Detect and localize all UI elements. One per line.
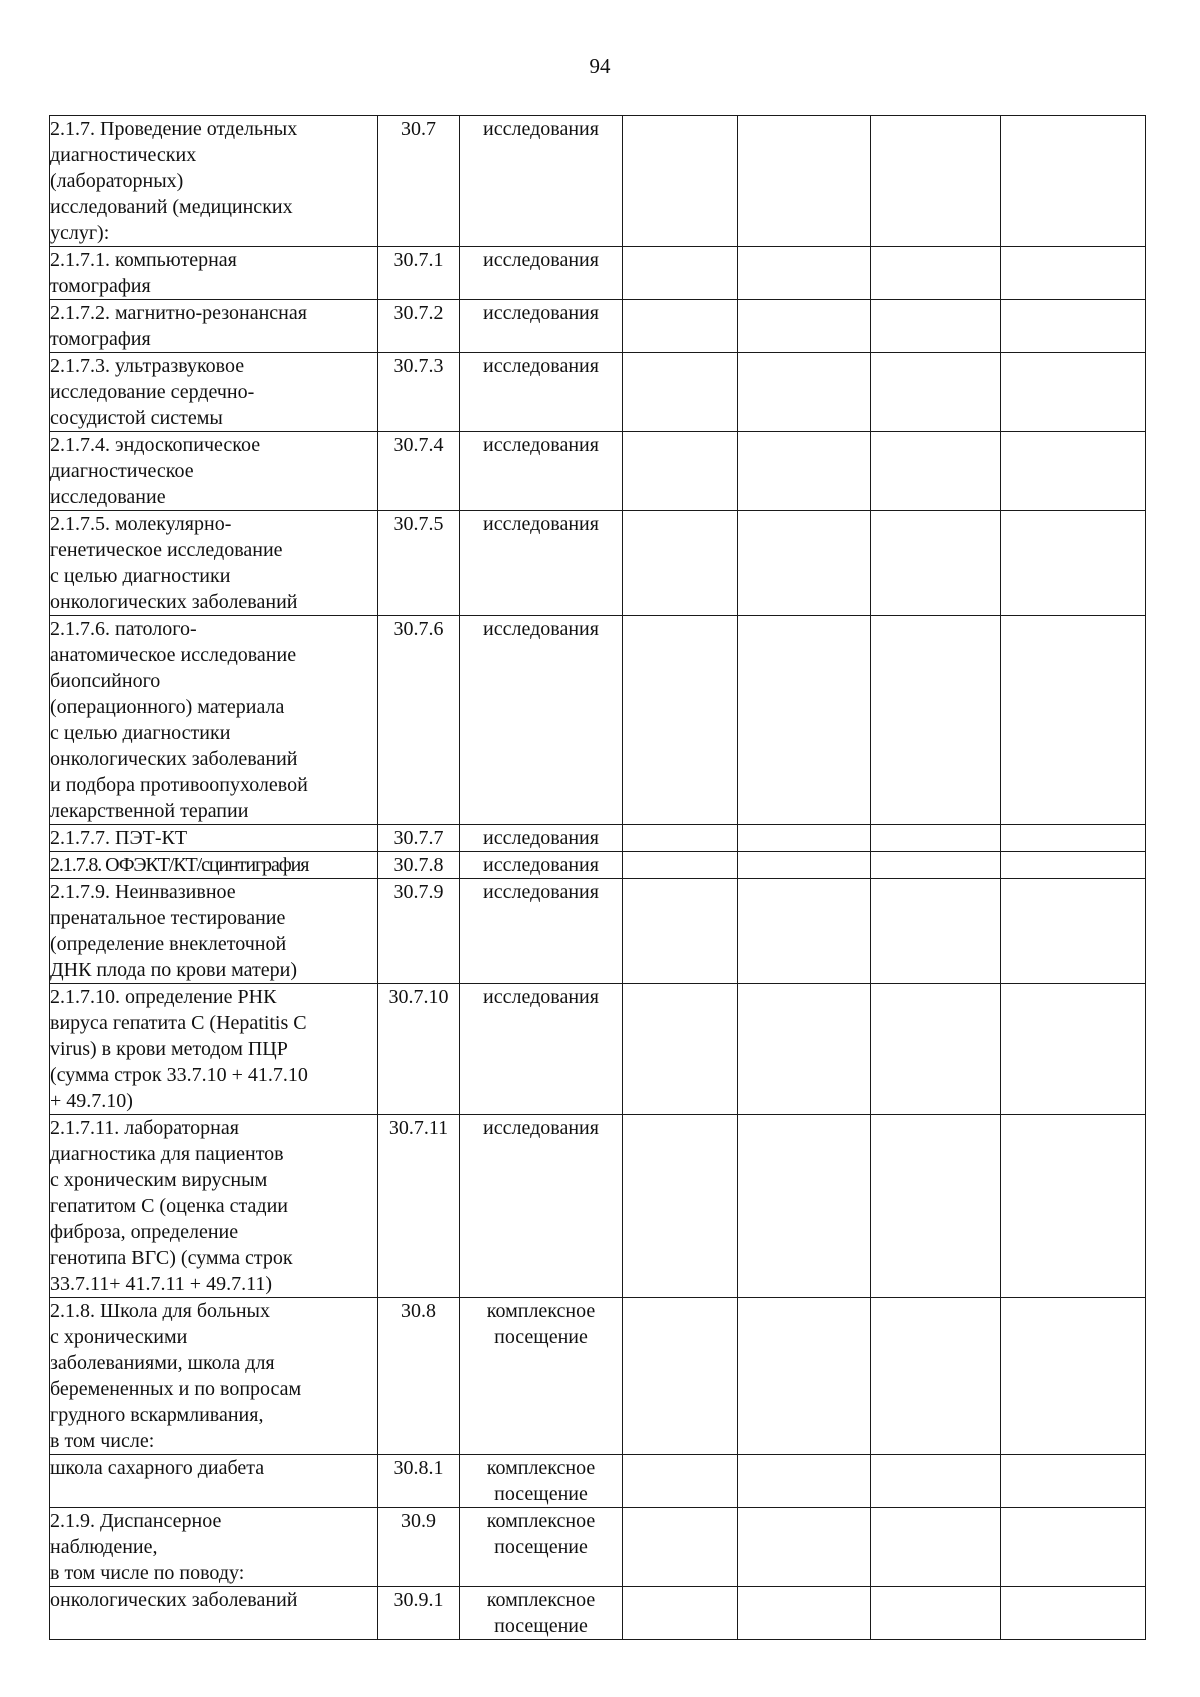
row-name: 2.1.7.4. эндоскопическое диагностическое исследование: [50, 432, 378, 511]
row-code: 30.7.1: [378, 247, 460, 300]
row-code: 30.8: [378, 1298, 460, 1455]
row-unit: исследования: [460, 432, 623, 511]
empty-cell: [738, 1587, 871, 1640]
empty-cell: [738, 1115, 871, 1298]
empty-cell: [738, 511, 871, 616]
table-row: [50, 1298, 1146, 1455]
empty-cell: [1001, 432, 1146, 511]
empty-cell: [738, 116, 871, 247]
row-code: 30.7.3: [378, 353, 460, 432]
empty-cell: [623, 511, 738, 616]
row-unit: исследования: [460, 616, 623, 825]
table-row: [50, 984, 1146, 1115]
table-row: [50, 1115, 1146, 1298]
empty-cell: [623, 247, 738, 300]
row-unit: комплексное посещение: [460, 1455, 623, 1508]
empty-cell: [1001, 1508, 1146, 1587]
empty-cell: [623, 353, 738, 432]
empty-cell: [1001, 1298, 1146, 1455]
empty-cell: [1001, 984, 1146, 1115]
row-unit: исследования: [460, 879, 623, 984]
row-code: 30.9.1: [378, 1587, 460, 1640]
empty-cell: [623, 1115, 738, 1298]
empty-cell: [738, 616, 871, 825]
row-name: 2.1.8. Школа для больных с хроническими заболеваниями, школа для беремененных и по вопросам грудного вскармливания, в том числе:: [50, 1298, 378, 1455]
row-name: 2.1.7.11. лабораторная диагностика для пациентов с хроническим вирусным гепатитом С (оценка стадии фиброза, определение генотипа ВГС) (сумма строк 33.7.11+ 41.7.11 + 49.7.11): [50, 1115, 378, 1298]
empty-cell: [738, 984, 871, 1115]
row-code: 30.7.2: [378, 300, 460, 353]
empty-cell: [738, 1455, 871, 1508]
empty-cell: [738, 300, 871, 353]
empty-cell: [738, 879, 871, 984]
row-unit: исследования: [460, 825, 623, 852]
empty-cell: [738, 353, 871, 432]
empty-cell: [623, 852, 738, 879]
empty-cell: [871, 1115, 1001, 1298]
empty-cell: [1001, 616, 1146, 825]
row-name: 2.1.7.7. ПЭТ-КТ: [50, 825, 378, 852]
empty-cell: [623, 1455, 738, 1508]
row-name: школа сахарного диабета: [50, 1455, 378, 1508]
table-row: [50, 616, 1146, 825]
row-name: 2.1.7.2. магнитно-резонансная томография: [50, 300, 378, 353]
empty-cell: [738, 825, 871, 852]
empty-cell: [738, 247, 871, 300]
row-unit: комплексное посещение: [460, 1298, 623, 1455]
row-code: 30.7.8: [378, 852, 460, 879]
table-row: [50, 1587, 1146, 1640]
empty-cell: [871, 1455, 1001, 1508]
empty-cell: [871, 984, 1001, 1115]
row-name: 2.1.7.10. определение РНК вируса гепатита С (Hepatitis C virus) в крови методом ПЦР (сумма строк 33.7.10 + 41.7.10 + 49.7.10): [50, 984, 378, 1115]
row-unit: комплексное посещение: [460, 1508, 623, 1587]
empty-cell: [1001, 852, 1146, 879]
empty-cell: [1001, 353, 1146, 432]
empty-cell: [623, 116, 738, 247]
empty-cell: [871, 616, 1001, 825]
empty-cell: [1001, 300, 1146, 353]
empty-cell: [871, 1508, 1001, 1587]
row-code: 30.7.5: [378, 511, 460, 616]
table-row: [50, 511, 1146, 616]
empty-cell: [623, 879, 738, 984]
table-row: [50, 825, 1146, 852]
row-code: 30.9: [378, 1508, 460, 1587]
row-name: онкологических заболеваний: [50, 1587, 378, 1640]
row-unit: исследования: [460, 300, 623, 353]
empty-cell: [623, 825, 738, 852]
empty-cell: [871, 879, 1001, 984]
empty-cell: [871, 432, 1001, 511]
table-row: [50, 300, 1146, 353]
row-name: 2.1.7.6. патолого- анатомическое исследование биопсийного (операционного) материала с целью диагностики онкологических заболеваний и подбора противоопухолевой лекарственной терапии: [50, 616, 378, 825]
row-name: 2.1.7.3. ультразвуковое исследование сердечно- сосудистой системы: [50, 353, 378, 432]
row-unit: исследования: [460, 116, 623, 247]
empty-cell: [1001, 116, 1146, 247]
empty-cell: [871, 1298, 1001, 1455]
row-code: 30.7.4: [378, 432, 460, 511]
empty-cell: [1001, 511, 1146, 616]
table-row: [50, 247, 1146, 300]
table-row: [50, 116, 1146, 247]
empty-cell: [871, 1587, 1001, 1640]
empty-cell: [738, 1298, 871, 1455]
row-code: 30.7.9: [378, 879, 460, 984]
empty-cell: [1001, 879, 1146, 984]
empty-cell: [871, 852, 1001, 879]
row-unit: исследования: [460, 852, 623, 879]
row-unit: исследования: [460, 247, 623, 300]
empty-cell: [871, 511, 1001, 616]
row-unit: исследования: [460, 1115, 623, 1298]
empty-cell: [871, 300, 1001, 353]
empty-cell: [871, 825, 1001, 852]
row-code: 30.7.7: [378, 825, 460, 852]
table-row: [50, 852, 1146, 879]
row-name: 2.1.7.1. компьютерная томография: [50, 247, 378, 300]
table-row: [50, 1455, 1146, 1508]
empty-cell: [738, 432, 871, 511]
table-row: [50, 879, 1146, 984]
empty-cell: [623, 1587, 738, 1640]
empty-cell: [1001, 1115, 1146, 1298]
empty-cell: [871, 247, 1001, 300]
table-row: [50, 353, 1146, 432]
empty-cell: [623, 432, 738, 511]
empty-cell: [1001, 1455, 1146, 1508]
table-row: [50, 432, 1146, 511]
row-code: 30.7.6: [378, 616, 460, 825]
empty-cell: [623, 1508, 738, 1587]
empty-cell: [738, 852, 871, 879]
page-number: 94: [589, 54, 611, 78]
empty-cell: [1001, 247, 1146, 300]
row-name: 2.1.7.8. ОФЭКТ/КТ/сцинтиграфия: [50, 852, 378, 879]
data-table: [49, 115, 1146, 1640]
empty-cell: [623, 1298, 738, 1455]
empty-cell: [623, 616, 738, 825]
empty-cell: [738, 1508, 871, 1587]
row-unit: исследования: [460, 511, 623, 616]
row-unit: комплексное посещение: [460, 1587, 623, 1640]
row-code: 30.7.10: [378, 984, 460, 1115]
empty-cell: [871, 353, 1001, 432]
empty-cell: [623, 984, 738, 1115]
row-code: 30.8.1: [378, 1455, 460, 1508]
row-name: 2.1.7.9. Неинвазивное пренатальное тестирование (определение внеклеточной ДНК плода по крови матери): [50, 879, 378, 984]
empty-cell: [1001, 825, 1146, 852]
row-name: 2.1.7.5. молекулярно- генетическое исследование с целью диагностики онкологических заболеваний: [50, 511, 378, 616]
empty-cell: [871, 116, 1001, 247]
row-unit: исследования: [460, 353, 623, 432]
empty-cell: [1001, 1587, 1146, 1640]
table-row: [50, 1508, 1146, 1587]
row-name: 2.1.9. Диспансерное наблюдение, в том числе по поводу:: [50, 1508, 378, 1587]
row-code: 30.7.11: [378, 1115, 460, 1298]
row-unit: исследования: [460, 984, 623, 1115]
row-name: 2.1.7. Проведение отдельных диагностических (лабораторных) исследований (медицинских услуг):: [50, 116, 378, 247]
empty-cell: [623, 300, 738, 353]
row-code: 30.7: [378, 116, 460, 247]
